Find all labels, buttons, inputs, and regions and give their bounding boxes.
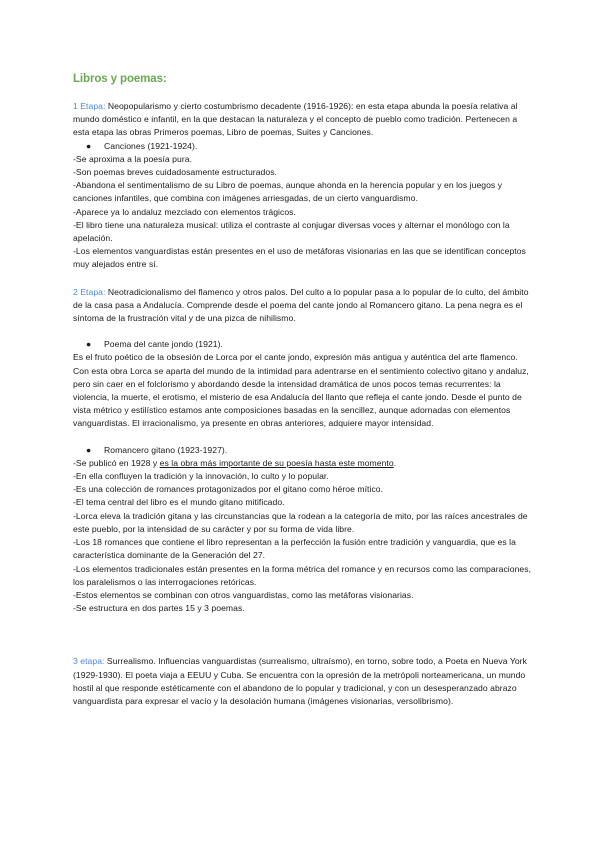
etapa-3-section: [73, 655, 535, 708]
etapa-1-line: -Se aproxima a la poesía pura.: [73, 153, 193, 164]
romancero-line: -Lorca eleva la tradición gitana y las circunstancias que la rodean a la categoría de mito, por las raíces ancestrales de este pueblo, por la intensidad de su carácter y por su forma de vida libre.: [73, 510, 528, 534]
bullet-cante-jondo: ● Poema del cante jondo (1921).: [73, 338, 535, 351]
etapa-3-label: 3 etapa:: [73, 656, 105, 667]
romancero-line: -Se estructura en dos partes 15 y 3 poemas.: [73, 603, 245, 614]
cante-jondo-paragraph: Es el fruto poético de la obsesión de Lorca por el cante jondo, expresión más antigua y auténtica del arte flamenco. Con esta obra Lorca se aparta del mundo de la intimidad para adentrarse en el sentimiento colectivo gitano y andaluz, pero sin caer en el folclorismo y abordando desde la intensidad dramática de unos pocos temas recurrentes: la violencia, la muerte, el erotismo, el misterio de esa Andalucía del llanto que refleja el cante jondo. Desde el punto de vista métrico y estilístico estamos ante composiciones basadas en la sencillez, aunque adornadas con elementos vanguardistas. El irracionalismo, ya presente en obras anteriores, adquiere mayor intensidad.: [73, 352, 529, 429]
bullet-dot: ●: [86, 140, 92, 151]
etapa-1-line: -Los elementos vanguardistas están presentes en el uso de metáforas visionarias en las que se identifican conceptos muy alejados entre sí.: [73, 246, 526, 270]
etapa-3-intro: [73, 655, 535, 708]
document-page: [73, 72, 535, 708]
romancero-line: -Estos elementos se combinan con otros vanguardistas, como las metáforas visionarias.: [73, 589, 414, 600]
etapa-2-intro: [73, 286, 535, 326]
etapa-1-line: -Abandona el sentimentalismo de su Libro de poemas, aunque ahonda en la herencia popular y en los juegos y canciones infantiles, que combina con imágenes arriesgadas, de un cierto vanguardismo.: [73, 180, 503, 204]
etapa-1-intro-text: Neopopularismo y cierto costumbrismo decadente (1916-1926): en esta etapa abunda la poesía relativa al mundo doméstico e infantil, en la que destacan la naturaleza y el concepto de pueblo como tradición. Pertenecen a esta etapa las obras Primeros poemas, Libro de poemas, Suites y Canciones.: [73, 101, 518, 138]
etapa-1-intro: [73, 100, 535, 140]
romancero-line-1: -Se publicó en 1928 y es la obra más importante de su poesía hasta este momento.: [73, 457, 397, 468]
etapa-2-intro-text: Neotradicionalismo del flamenco y otros palos. Del culto a lo popular pasa a lo popular de lo culto, del ámbito de la casa pasa a Andalucía. Comprende desde el poema del cante jondo al Romancero gitano. La pena negra es el síntoma de la frustración vital y de una pizca de nihilismo.: [73, 286, 529, 324]
etapa-1-label: 1 Etapa:: [73, 101, 106, 111]
etapa-2-section: [73, 286, 535, 616]
romancero-line: -El tema central del libro es el mundo gitano mitificado.: [73, 497, 285, 508]
etapa-1-line: -Son poemas breves cuidadosamente estructurados.: [73, 167, 277, 178]
etapa-2-label: 2 Etapa:: [73, 286, 106, 297]
etapa-1-line: -Aparece ya lo andaluz mezclado con elementos trágicos.: [73, 206, 296, 217]
romancero-line: -Los elementos tradicionales están presentes en la forma métrica del romance y en recursos como las comparaciones, los paralelismos o las interrogaciones retóricas.: [73, 563, 532, 587]
underlined-phrase: es la obra más importante de su poesía hasta este momento: [159, 457, 394, 468]
etapa-1-section: [73, 100, 535, 272]
romancero-line: -Los 18 romances que contiene el libro representan a la perfección la fusión entre tradición y vanguardia, que es la característica dominante de la Generación del 27.: [73, 537, 516, 561]
romancero-line: -En ella confluyen la tradición y la innovación, lo culto y lo popular.: [73, 471, 329, 482]
bullet-canciones: ● Canciones (1921-1924).: [73, 140, 535, 153]
bullet-dot: ●: [86, 339, 92, 350]
heading: Libros y poemas:: [73, 73, 167, 85]
romancero-line: -Es una colección de romances protagonizados por el gitano como héroe mítico.: [73, 484, 384, 495]
bullet-romancero: ● Romancero gitano (1923-1927).: [73, 444, 535, 457]
etapa-3-intro-text: Surrealismo. Influencias vanguardistas (surrealismo, ultraísmo), en torno, sobre todo, a Poeta en Nueva York (1929-1930). El poeta viaja a EEUU y Cuba. Se encuentra con la opresión de la metrópoli norteamericana, un mundo hostil al que responde estéticamente con el abandono de lo popular y tradicional, y con un desesperanzado abrazo vanguardista para expresar el vacío y la desolación humana (imágenes visionarias, versolibrismo).: [73, 656, 527, 706]
bullet-dot: ●: [86, 444, 92, 455]
etapa-1-line: -El libro tiene una naturaleza musical: utiliza el contraste al conjugar diversas voces y alternar el monólogo con la apelación.: [73, 219, 510, 244]
